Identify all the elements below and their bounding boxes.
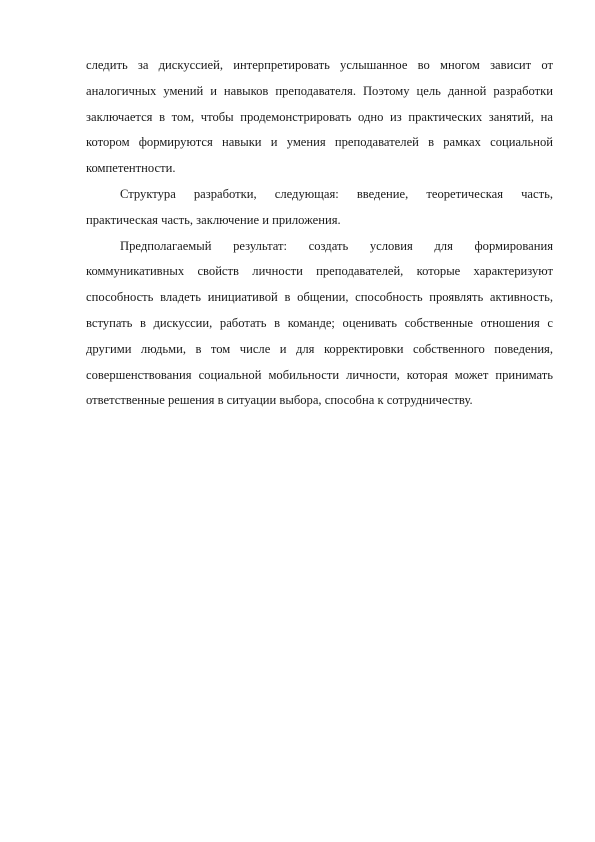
body-text	[86, 53, 553, 414]
paragraph-structure: Структура разработки, следующая: введение, теоретическая часть, практическая часть, заключение и приложения.	[86, 186, 553, 227]
paragraph-expected-result: Предполагаемый результат: создать условия для формирования коммуникативных свойств личности преподавателей, которые характеризуют способность владеть инициативой в общении, способность проявлять активность, вступать в дискуссии, работать в команде; оценивать собственные отношения с другими людьми, в том числе и для корректировки собственного поведения, совершенствования социальной мобильности личности, которая может принимать ответственные решения в ситуации выбора, способна к сотрудничеству.	[86, 238, 553, 408]
paragraph-continuation: следить за дискуссией, интерпретировать услышанное во многом зависит от аналогичных умений и навыков преподавателя. Поэтому цель данной разработки заключается в том, чтобы продемонстрировать одно из практических занятий, на котором формируются навыки и умения преподавателей в рамках социальной компетентности.	[86, 58, 553, 176]
